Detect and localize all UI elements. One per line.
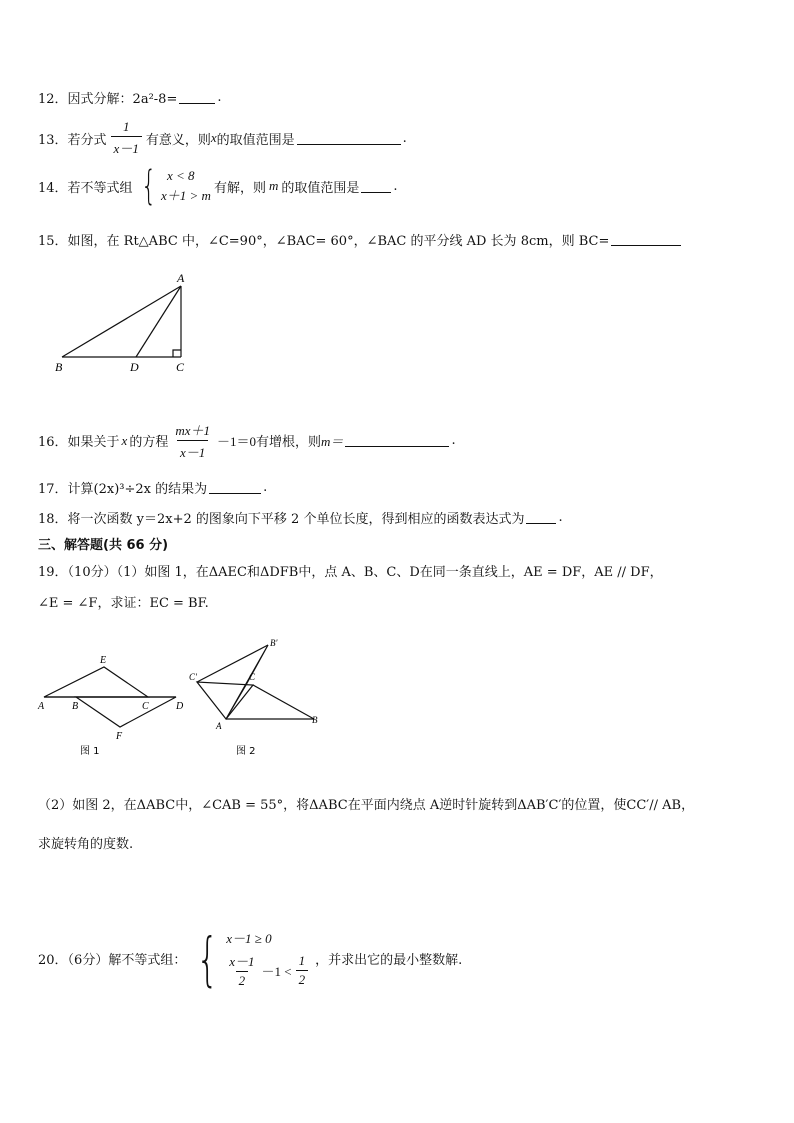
question-19-part-2b: 求旋转角的度数. <box>38 837 134 852</box>
q20-row-2 <box>226 951 312 989</box>
fig1-label-C: C <box>142 701 149 712</box>
q20-denominator-2: 2 <box>296 970 309 988</box>
q20-fraction-1 <box>226 951 257 989</box>
q13-fraction <box>111 119 142 157</box>
q20-row-1: x－1 ≥ 0 <box>226 931 272 946</box>
q13-suffix: 的取值范围是 <box>216 132 295 148</box>
question-14 <box>38 163 398 209</box>
fig2-label-C-prime: C' <box>189 672 197 682</box>
q15-triangle-figure <box>50 270 200 380</box>
right-angle-mark <box>173 350 181 357</box>
label-A: A <box>177 271 185 285</box>
q16-denominator: x－1 <box>177 440 208 461</box>
q16-end: . <box>451 433 456 448</box>
question-17 <box>38 478 267 497</box>
q14-mid: 有解，则 <box>213 180 266 196</box>
q13-answer-blank[interactable] <box>297 132 401 145</box>
q19-figure-1 <box>36 650 196 760</box>
q14-inequality-system <box>136 163 211 209</box>
segment-AD <box>136 286 181 357</box>
q20-prefix: 20．（6分）解不等式组： <box>38 953 187 968</box>
q14-end: . <box>393 178 398 194</box>
question-19-line-1: 19．（10分）（1）如图 1，在ΔAEC和ΔDFB中，点 A、B、C、D在同一条直线上，AE = DF，AE // DF， <box>38 565 663 580</box>
question-16 <box>38 420 456 461</box>
q17-text: 17．计算(2x)³÷2x 的结果为 <box>38 482 208 497</box>
q20-fraction-2 <box>296 953 309 988</box>
fig1-label-F: F <box>116 731 123 742</box>
q18-text: 18．将一次函数 y＝2x+2 的图象向下平移 2 个单位长度，得到相应的函数表达式为 <box>38 512 525 527</box>
label-B: B <box>55 360 63 374</box>
q14-prefix: 14．若不等式组 <box>38 180 133 196</box>
question-19-line-2: ∠E = ∠F，求证：EC = BF. <box>38 596 209 611</box>
q13-prefix: 13．若分式 <box>38 132 107 148</box>
q20-numerator-2: 1 <box>298 952 306 968</box>
question-15 <box>38 230 683 249</box>
section-heading: 三、解答题(共 66 分) <box>38 538 169 553</box>
q18-end: . <box>558 510 563 525</box>
q16-suffix: 有增根，则 <box>256 435 322 450</box>
q15-text: 15．如图，在 Rt△ABC 中，∠C=90°，∠BAC= 60°，∠BAC 的平分线 AD 长为 8cm，则 BC= <box>38 234 610 249</box>
fig1-label-B: B <box>72 701 79 712</box>
triangle-AEC <box>44 667 148 697</box>
fig1-label-A: A <box>38 701 45 712</box>
segment-BA <box>62 286 181 357</box>
fig2-caption: 图 2 <box>236 746 256 757</box>
q12-text: 12．因式分解：2a²-8= <box>38 92 178 107</box>
q13-variable: x <box>210 130 217 145</box>
q13-end: . <box>402 130 407 146</box>
q16-equation-rest: －1＝0 <box>217 434 257 449</box>
question-19-part-2: （2）如图 2，在ΔABC中，∠CAB = 55°，将ΔABC在平面内绕点 A逆时针旋转到ΔAB′C′的位置，使CC′// AB， <box>38 798 695 813</box>
q13-mid: 有意义，则 <box>145 132 211 148</box>
question-18 <box>38 508 563 527</box>
q15-answer-blank[interactable] <box>611 233 681 246</box>
q20-suffix: ，并求出它的最小整数解. <box>315 953 463 968</box>
left-brace-icon: { <box>196 924 219 993</box>
q20-denominator-1: 2 <box>236 971 249 989</box>
q17-answer-blank[interactable] <box>209 481 261 494</box>
fig1-caption: 图 1 <box>80 746 100 757</box>
question-13 <box>38 119 407 157</box>
left-brace-icon: { <box>140 163 156 209</box>
fig1-label-E: E <box>100 655 107 666</box>
segment-CB <box>253 685 314 719</box>
q16-numerator: mx＋1 <box>175 423 211 438</box>
q16-prefix: 16．如果关于 <box>38 435 120 450</box>
fig2-label-B-prime: B' <box>270 638 278 648</box>
triangle-DFB <box>76 697 176 727</box>
q14-row-2: x＋1 > m <box>161 188 211 203</box>
q12-end: . <box>217 90 222 105</box>
q16-variable: x <box>121 432 128 448</box>
q19-figure-2 <box>186 636 326 760</box>
q16-answer-blank[interactable] <box>345 434 449 447</box>
fig2-label-A: A <box>216 721 222 731</box>
q13-denominator: x－1 <box>111 136 142 157</box>
q14-suffix: 的取值范围是 <box>281 180 360 196</box>
q12-answer-blank[interactable] <box>179 91 215 104</box>
q14-answer-blank[interactable] <box>361 180 391 193</box>
fig2-label-B: B <box>312 715 318 725</box>
question-12 <box>38 88 221 107</box>
label-D: D <box>130 360 139 374</box>
q17-end: . <box>263 480 268 495</box>
fig2-label-C: C <box>249 672 256 682</box>
q16-mid: 的方程 <box>129 435 169 450</box>
question-20 <box>38 924 463 993</box>
fig1-label-D: D <box>176 701 184 712</box>
q20-mid: －1 < <box>261 963 292 979</box>
q20-numerator-1: x－1 <box>229 954 255 969</box>
q20-inequality-system <box>189 924 312 993</box>
q13-numerator: 1 <box>122 119 130 134</box>
label-C: C <box>176 360 185 374</box>
q18-answer-blank[interactable] <box>526 511 556 524</box>
q14-variable: m <box>268 178 279 193</box>
q16-variable-m: m＝ <box>321 434 344 449</box>
q14-row-1: x < 8 <box>167 168 195 183</box>
q16-fraction <box>172 420 213 461</box>
